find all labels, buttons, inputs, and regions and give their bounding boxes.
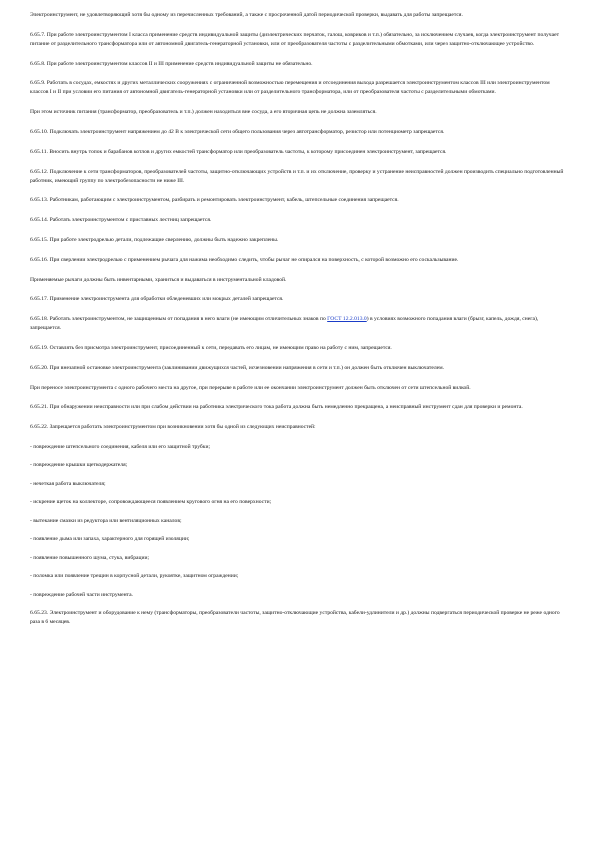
paragraph-6-65-18-text-after: ) в условиях возможного попадания влаги (брызг, капель, дождя, снега), запрещается.	[30, 316, 539, 332]
gost-link[interactable]: ГОСТ 12.2.013.0	[327, 316, 367, 323]
paragraph-carrying: При переносе электроинструмента с одного рабочего места на другое, при перерыве в работе или ее окончании электроинструмент должен быть отключен от сети штепсельной вилкой.	[30, 384, 471, 391]
list-item: - нечеткая работа выключателя;	[30, 480, 106, 487]
list-item: - искрение щеток на коллекторе, сопровождающееся появлением кругового огня на его поверхности;	[30, 499, 272, 506]
paragraph-6-65-13: 6.65.13. Работникам, работающим с электроинструментом, разбирать и ремонтировать электроинструмент, кабель, штепсельные соединения запрещается.	[30, 197, 399, 204]
paragraph-intro: Электроинструмент, не удовлетворяющий хотя бы одному из перечисленных требований, а также с просроченной датой периодической проверки, выдавать для работы запрещается.	[30, 12, 463, 18]
paragraph-6-65-15: 6.65.15. При работе электродрелью детали, подлежащие сверлению, должны быть надежно закреплены.	[30, 236, 279, 243]
paragraph-levers: Применяемые рычаги должны быть инвентарными, храниться и выдаваться в инструментальной кладовой.	[30, 276, 287, 283]
list-item: - появление повышенного шума, стука, вибрации;	[30, 554, 150, 561]
paragraph-6-65-10: 6.65.10. Подключать электроинструмент напряжением до 42 В к электрической сети общего пользования через автотрансформатор, резистор или потенциометр запрещается.	[30, 128, 445, 135]
paragraph-6-65-21: 6.65.21. При обнаружении неисправности или при слабом действии на работника электрического тока работа должна быть немедленно прекращена, а неисправный инструмент сдан для проверки и ремонта.	[30, 404, 523, 411]
paragraph-6-65-14: 6.65.14. Работать электроинструментом с приставных лестниц запрещается.	[30, 217, 212, 224]
paragraph-6-65-9: 6.65.9. Работать в сосудах, емкостях и других металлических сооружениях с ограниченной возможностью перемещения и отсоединения выхода разрешается электроинструментом классов III или электроинструментом классов I и II при условии его питания от автономной двигатель-генераторной установки или от разделительного трансформатора, или от преобразователя частоты с разделительными обмотками.	[30, 80, 550, 96]
list-item: - повреждение крышки щеткодержателя;	[30, 462, 128, 469]
paragraph-6-65-8: 6.65.8. При работе электроинструментом классов II и III применение средств индивидуальной защиты не обязательно.	[30, 60, 313, 67]
list-item: - поломка или появление трещин в корпусной детали, рукоятке, защитном ограждении;	[30, 573, 239, 580]
paragraph-6-65-18-text: 6.65.18. Работать электроинструментом, не защищенным от попадания в него влаги (не имеющим отличительных знаков по	[30, 316, 328, 323]
paragraph-6-65-11: 6.65.11. Вносить внутрь топок и барабанов котлов и других емкостей трансформатор или преобразователь частоты, к которому присоединен электроинструмент, запрещается.	[30, 148, 447, 155]
list-item: - повреждение рабочей части инструмента.	[30, 591, 133, 598]
paragraph-6-65-12: 6.65.12. Подключение к сети трансформаторов, преобразователей частоты, защитно-отключающих устройств и т.п. и их отключение, проверку и устранение неисправностей должен производить специально подготовленный работник, имеющий группу по электробезопасности не ниже III.	[30, 168, 564, 184]
paragraph-6-65-7: 6.65.7. При работе электроинструментом I класса применение средств индивидуальной защиты (диэлектрических перчаток, галош, ковриков и т.п.) обязательно, за исключением случаев, когда электроинструмент получает питание от разделительного трансформатора или от автономной двигатель-генераторной установки, или от преобразователя частоты с разделительными обмотками, или через защитно-отключающее устройство.	[30, 31, 560, 47]
list-item: - появление дыма или запаха, характерного для горящей изоляции;	[30, 536, 190, 543]
paragraph-6-65-22: 6.65.22. Запрещается работать электроинструментом при возникновении хотя бы одной из следующих неисправностей:	[30, 424, 316, 431]
paragraph-6-65-23: 6.65.23. Электроинструмент и оборудование к нему (трансформаторы, преобразователи частоты, защитно-отключающие устройства, кабели-удлинители и др.) должны подвергаться периодической проверке не реже одного раза в 6 месяцев.	[30, 610, 560, 626]
paragraph-6-65-19: 6.65.19. Оставлять без присмотра электроинструмент, присоединенный к сети, передавать его лицам, не имеющим право на работу с ним, запрещается.	[30, 344, 392, 351]
list-item: - вытекание смазки из редуктора или вентиляционных каналов;	[30, 517, 182, 524]
list-item: - повреждение штепсельного соединения, кабеля или его защитной трубки;	[30, 443, 211, 450]
paragraph-power-source: При этом источник питания (трансформатор, преобразователь и т.п.) должен находиться вне сосуда, а его вторичная цепь не должна заземляться.	[30, 109, 377, 116]
paragraph-6-65-18	[30, 315, 565, 333]
paragraph-6-65-20: 6.65.20. При внезапной остановке электроинструмента (заклинивании движущихся частей, исчезновении напряжения в сети и т.п.) он должен быть отключен выключателем.	[30, 364, 445, 371]
paragraph-6-65-16: 6.65.16. При сверлении электродрелью с применением рычага для нажима необходимо следить, чтобы рычаг не опирался на поверхность, с которой возможно его соскальзывание.	[30, 256, 459, 263]
paragraph-6-65-17: 6.65.17. Применение электроинструмента для обработки обледеневших или мокрых деталей запрещается.	[30, 296, 284, 303]
